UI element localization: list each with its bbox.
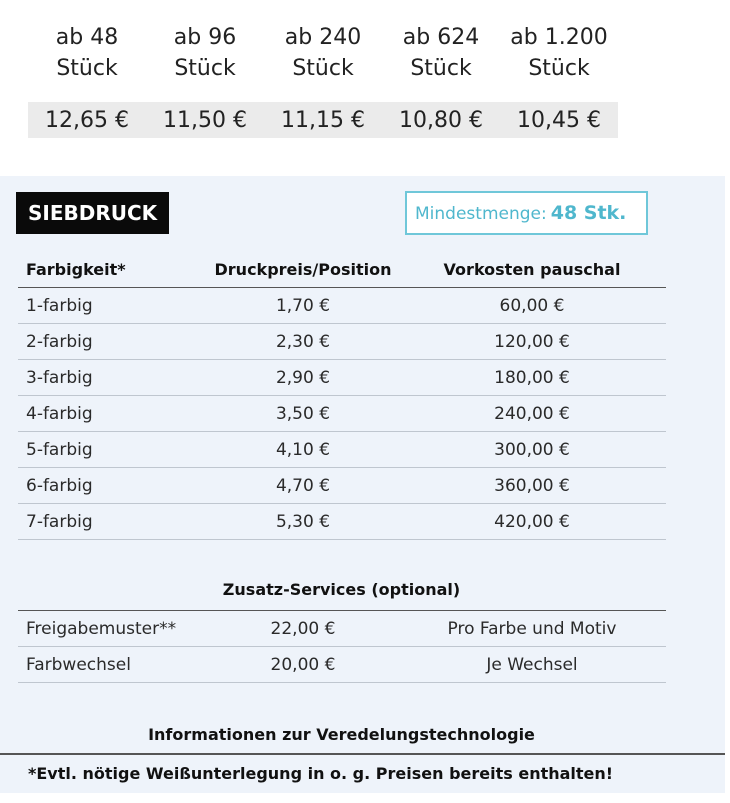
cell-price: 3,50 €: [275, 403, 331, 424]
cell-note: Pro Farbe und Motiv: [447, 618, 617, 639]
tier-header: ab 624 Stück: [402, 25, 480, 81]
table-row: [18, 468, 666, 504]
services-table: [18, 610, 666, 683]
quantity-price-tiers: [28, 22, 618, 138]
min-quantity-value: 48 Stk.: [550, 202, 627, 224]
cell-service: Farbwechsel: [26, 654, 131, 675]
cell-setup: 360,00 €: [494, 475, 570, 496]
table-row: [18, 504, 666, 540]
tier-price: 10,80 €: [399, 107, 483, 133]
table-row: [18, 324, 666, 360]
column-header: Farbigkeit*: [26, 260, 126, 279]
siebdruck-panel: [0, 176, 725, 793]
tier-price: 10,45 €: [517, 107, 601, 133]
cell-setup: 60,00 €: [499, 295, 565, 316]
cell-service: Freigabemuster**: [26, 618, 177, 639]
services-title: Zusatz-Services (optional): [222, 580, 461, 599]
cell-setup: 120,00 €: [494, 331, 570, 352]
cell-setup: 300,00 €: [494, 439, 570, 460]
table-row: [18, 288, 666, 324]
cell-setup: 240,00 €: [494, 403, 570, 424]
tier-price: 11,15 €: [281, 107, 365, 133]
tier-price: 12,65 €: [45, 107, 129, 133]
table-header-row: [18, 252, 666, 288]
tier-header: ab 96 Stück: [173, 25, 237, 81]
cell-price: 4,10 €: [275, 439, 331, 460]
tier-price: 11,50 €: [163, 107, 247, 133]
table-row: [18, 432, 666, 468]
cell-colors: 6-farbig: [26, 475, 93, 496]
cell-price: 22,00 €: [270, 618, 336, 639]
cell-colors: 4-farbig: [26, 403, 93, 424]
print-price-table: [18, 252, 666, 540]
min-quantity-box: [405, 191, 648, 235]
cell-colors: 2-farbig: [26, 331, 93, 352]
info-link[interactable]: Informationen zur Veredelungstechnologie: [148, 725, 535, 744]
table-row: [18, 647, 666, 683]
tier-header: ab 240 Stück: [284, 25, 362, 81]
cell-price: 5,30 €: [275, 511, 331, 532]
tier-header: ab 48 Stück: [55, 25, 119, 81]
tier-prices-row: [28, 102, 618, 138]
tier-headers: [28, 22, 618, 84]
table-row: [18, 360, 666, 396]
tier-header: ab 1.200 Stück: [510, 25, 608, 81]
min-quantity-label: Mindestmenge:: [415, 204, 547, 224]
cell-colors: 7-farbig: [26, 511, 93, 532]
cell-setup: 180,00 €: [494, 367, 570, 388]
siebdruck-badge: SIEBDRUCK: [16, 192, 169, 234]
cell-colors: 3-farbig: [26, 367, 93, 388]
table-row: [18, 611, 666, 647]
cell-price: 20,00 €: [270, 654, 336, 675]
table-row: [18, 396, 666, 432]
cell-colors: 5-farbig: [26, 439, 93, 460]
cell-setup: 420,00 €: [494, 511, 570, 532]
cell-price: 2,90 €: [275, 367, 331, 388]
footnote: *Evtl. nötige Weißunterlegung in o. g. Preisen bereits enthalten!: [0, 753, 725, 793]
column-header: Vorkosten pauschal: [443, 260, 621, 279]
column-header: Druckpreis/Position: [214, 260, 392, 279]
cell-colors: 1-farbig: [26, 295, 93, 316]
cell-price: 4,70 €: [275, 475, 331, 496]
cell-price: 1,70 €: [275, 295, 331, 316]
cell-price: 2,30 €: [275, 331, 331, 352]
cell-note: Je Wechsel: [486, 654, 578, 675]
